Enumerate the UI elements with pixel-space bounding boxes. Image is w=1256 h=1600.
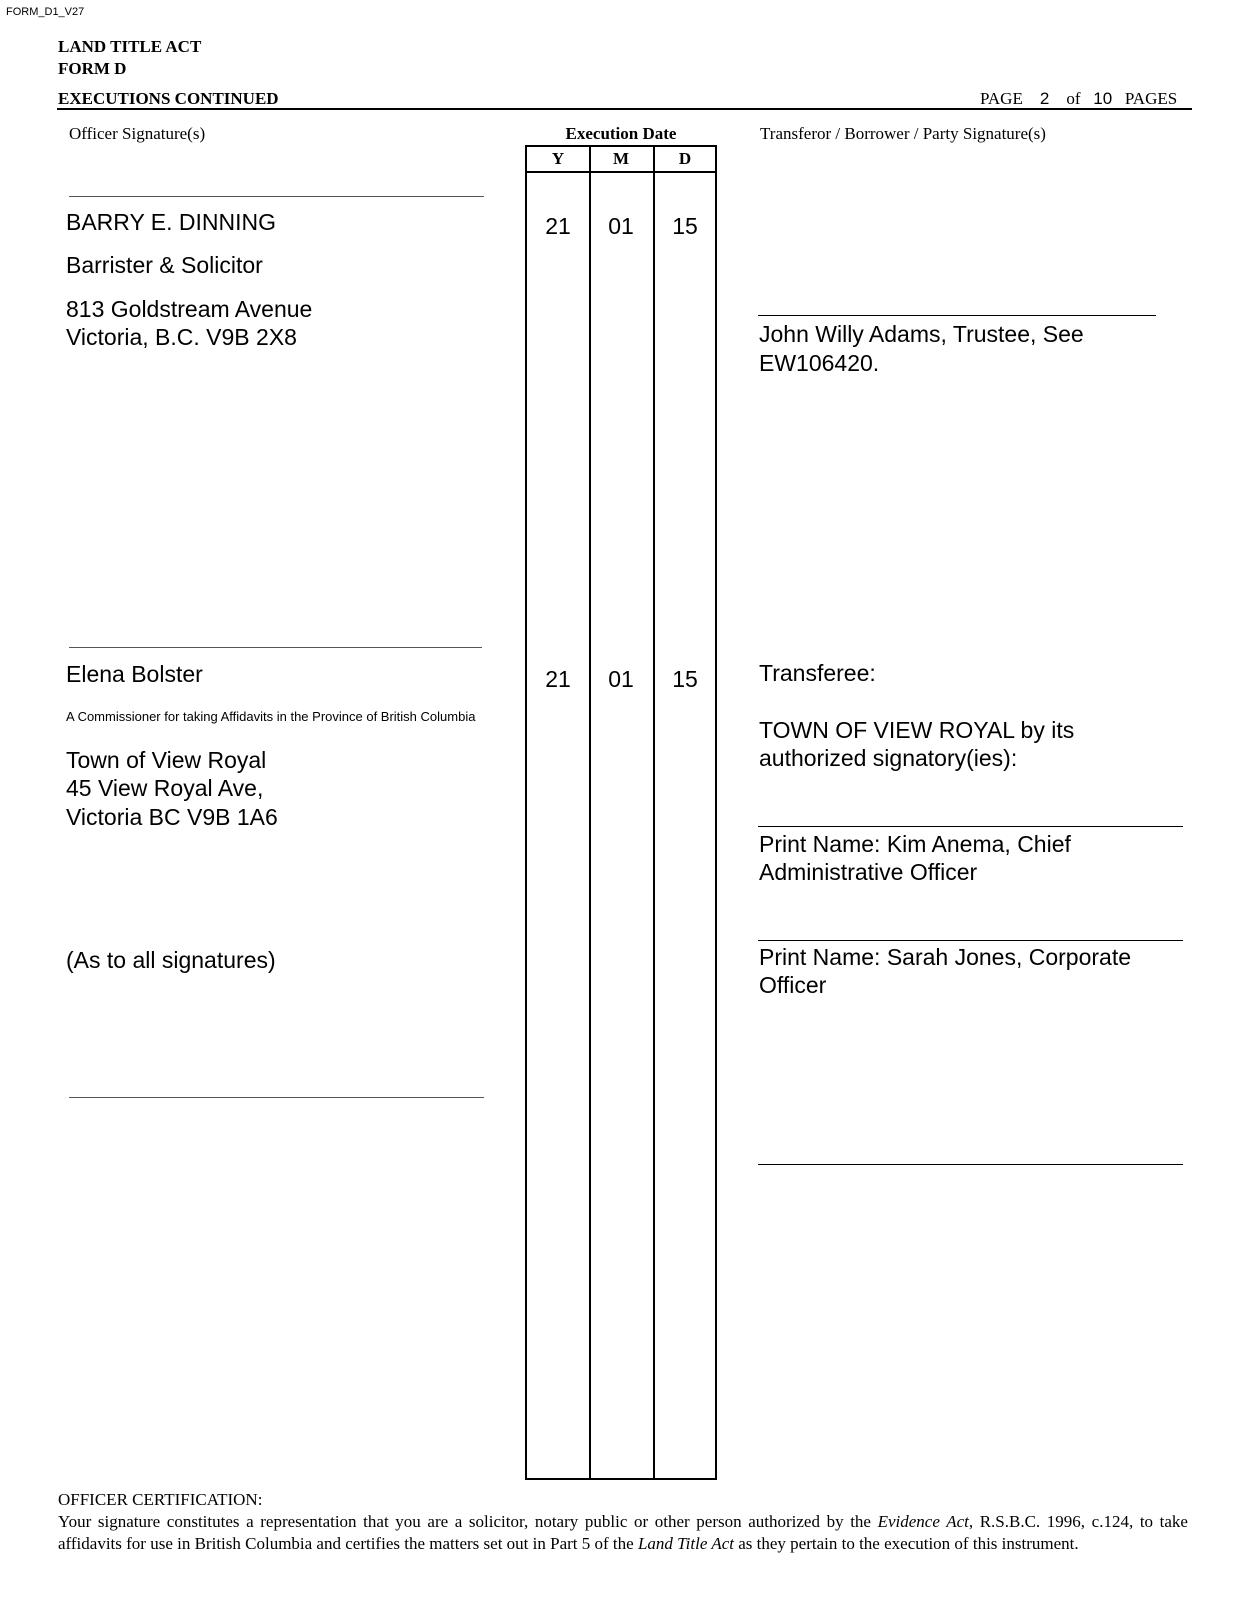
page-current: 2 bbox=[1039, 89, 1050, 108]
signatory2-signature-line bbox=[758, 940, 1183, 941]
officer2-address-line3: Victoria BC V9B 1A6 bbox=[66, 804, 278, 830]
year-header: Y bbox=[551, 149, 565, 168]
signatory2-name-line1: Print Name: Sarah Jones, Corporate bbox=[759, 944, 1132, 970]
signatory1-name-line2: Administrative Officer bbox=[759, 859, 978, 885]
party1-name-line1: John Willy Adams, Trustee, See bbox=[759, 321, 1084, 347]
page-total: 10 bbox=[1093, 89, 1113, 108]
land-title-act-reference: Land Title Act bbox=[637, 1534, 734, 1553]
officer2-signature-line bbox=[69, 647, 482, 648]
execution-date-heading: Execution Date bbox=[565, 124, 677, 143]
officer2-note: (As to all signatures) bbox=[66, 947, 276, 973]
evidence-act-reference: Evidence Act bbox=[877, 1512, 969, 1531]
signatory2-name-line2: Officer bbox=[759, 972, 827, 998]
execution-date-table bbox=[525, 145, 717, 1480]
party1-name-line2: EW106420. bbox=[759, 350, 880, 376]
month-header: M bbox=[612, 149, 630, 168]
party-signature-heading: Transferor / Borrower / Party Signature(s) bbox=[760, 124, 1046, 143]
date-header-divider bbox=[527, 171, 715, 173]
date2-year: 21 bbox=[545, 666, 571, 692]
date-column-divider bbox=[653, 147, 655, 1478]
officer1-address-line1: 813 Goldstream Avenue bbox=[66, 296, 313, 322]
officer2-address-line1: Town of View Royal bbox=[66, 747, 267, 773]
certification-text-part3: as they pertain to the execution of this instrument. bbox=[733, 1534, 1079, 1553]
transferee-label: Transferee: bbox=[759, 660, 876, 686]
officer3-signature-line bbox=[69, 1097, 484, 1098]
certification-title: OFFICER CERTIFICATION: bbox=[58, 1490, 263, 1509]
page-of: of bbox=[1066, 89, 1081, 108]
party3-signature-line bbox=[758, 1164, 1183, 1165]
transferee-entity-line2: authorized signatory(ies): bbox=[759, 745, 1018, 771]
officer1-title: Barrister & Solicitor bbox=[66, 252, 263, 278]
date1-day: 15 bbox=[672, 213, 698, 239]
officer1-address-line2: Victoria, B.C. V9B 2X8 bbox=[66, 324, 297, 350]
page-indicator bbox=[980, 89, 1177, 109]
header-rule bbox=[57, 108, 1192, 110]
form-id: FORM_D1_V27 bbox=[6, 6, 85, 18]
act-title: LAND TITLE ACT bbox=[58, 37, 202, 56]
officer2-title: A Commissioner for taking Affidavits in the Province of British Columbia bbox=[66, 709, 476, 724]
section-title: EXECUTIONS CONTINUED bbox=[58, 89, 279, 108]
officer2-address-line2: 45 View Royal Ave, bbox=[66, 775, 264, 801]
officer1-name: BARRY E. DINNING bbox=[66, 209, 277, 235]
pages-label: PAGES bbox=[1124, 89, 1178, 108]
party1-signature-line bbox=[758, 315, 1156, 316]
signatory1-signature-line bbox=[758, 826, 1183, 827]
officer2-name: Elena Bolster bbox=[66, 661, 203, 687]
form-title: FORM D bbox=[58, 59, 127, 78]
date1-month: 01 bbox=[608, 213, 634, 239]
date2-month: 01 bbox=[608, 666, 634, 692]
page-label: PAGE bbox=[980, 89, 1023, 108]
transferee-entity-line1: TOWN OF VIEW ROYAL by its bbox=[759, 717, 1075, 743]
officer-signature-heading: Officer Signature(s) bbox=[69, 124, 206, 143]
date-column-divider bbox=[589, 147, 591, 1478]
signatory1-name-line1: Print Name: Kim Anema, Chief bbox=[759, 831, 1071, 857]
date1-year: 21 bbox=[545, 213, 571, 239]
certification-text-part2: , R.S.B.C. 1996, c.124, to take affidavits for use in British Columbia and certifies the matters set out in Part 5 of the bbox=[58, 1512, 1188, 1553]
officer1-signature-line bbox=[69, 196, 484, 197]
certification-text bbox=[58, 1511, 1188, 1555]
certification-text-part1: Your signature constitutes a representation that you are a solicitor, notary public or other person authorized by the bbox=[58, 1512, 878, 1531]
day-header: D bbox=[678, 149, 692, 168]
date2-day: 15 bbox=[672, 666, 698, 692]
